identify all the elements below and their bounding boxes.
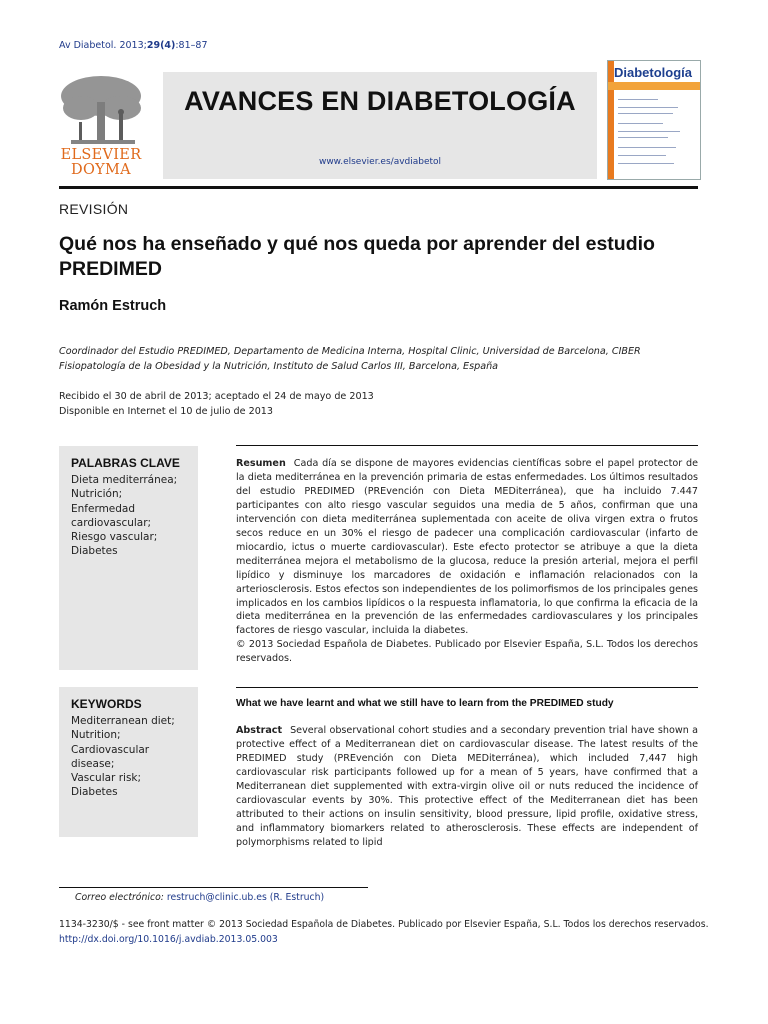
- keywords-en-heading: KEYWORDS: [71, 697, 142, 711]
- keyword-item: Diabetes: [71, 786, 118, 799]
- keywords-es-panel: [59, 446, 198, 670]
- journal-title: AVANCES EN DIABETOLOGÍA: [184, 86, 576, 116]
- keyword-item: Diabetes: [71, 545, 118, 558]
- keyword-item: Nutrición;: [71, 488, 123, 501]
- publisher-logo-text: [57, 148, 145, 178]
- citation-pages: :81–87: [175, 40, 208, 51]
- keyword-item: Enfermedad cardiovascular;: [71, 502, 152, 529]
- issn-copyright: 1134-3230/$ - see front matter © 2013 Sociedad Española de Diabetes. Publicado por Elsevier España, S.L. Todos los derechos reservados.: [59, 919, 709, 930]
- cover-line: [618, 155, 666, 156]
- author-affiliation: Coordinador del Estudio PREDIMED, Departamento de Medicina Interna, Hospital Clinic, Universidad de Barcelona, CIBER Fisiopatología de la Obesidad y la Nutrición, Instituto de Salud Carlos III, Barcelona, España: [59, 346, 641, 372]
- citation-prefix: Av Diabetol. 2013;: [59, 40, 147, 51]
- english-title: What we have learnt and what we still have to learn from the PREDIMED study: [236, 698, 614, 709]
- journal-citation: [59, 40, 208, 51]
- cover-band: [608, 82, 700, 90]
- email-link[interactable]: restruch@clinic.ub.es (R. Estruch): [166, 892, 325, 903]
- cover-line: [618, 163, 674, 164]
- resumen-block: [236, 457, 698, 666]
- citation-volume: 29(4): [146, 40, 176, 51]
- cover-line: [618, 113, 673, 114]
- author-name: Ramón Estruch: [59, 298, 167, 314]
- keyword-item: Riesgo vascular;: [71, 531, 158, 544]
- abstract-top-rule: [236, 687, 698, 688]
- keyword-item: Cardiovascular disease;: [71, 743, 150, 770]
- received-date: Recibido el 30 de abril de 2013; aceptado el 24 de mayo de 2013: [59, 391, 374, 402]
- resumen-top-rule: [236, 445, 698, 446]
- cover-line: [618, 131, 680, 132]
- abstract-lead: Abstract: [236, 725, 283, 736]
- keyword-item: Nutrition;: [71, 729, 121, 742]
- keywords-en-panel: [59, 687, 198, 837]
- footnote-rule: [59, 887, 368, 888]
- cover-line: [618, 99, 658, 100]
- keyword-item: Vascular risk;: [71, 772, 142, 785]
- cover-title: Diabetología: [614, 65, 693, 80]
- keywords-en-list: [71, 714, 189, 800]
- keyword-item: Dieta mediterránea;: [71, 474, 178, 486]
- resumen-body: Cada día se dispone de mayores evidencias científicas sobre el papel protector de la dieta mediterránea en la prevención primaria de estas enfermedades. Los últimos resultados del estudio PREDIMED (PREvención con Dieta MEDiterránea), que ha incluido 7.447 participantes con alto riesgo vascular seguidos una media de 5 años, confirman que una intervención con dieta mediterránea suplementada con aceite de oliva virgen extra o frutos secos reduce en un 30% el riesgo de padecer una complicación cardiovascular (infarto de miocardio, ictus o muerte cardiovascular). Este efecto protector se atribuye a que la dieta mediterránea mejora el metabolismo de la glucosa, reduce la presión arterial, mejora el perfil lipídico y disminuye los marcadores de oxidación e inflamación relacionados con la arteriosclerosis. Estos efectos son independientes de los polimorfismos de los principales genes implicados en los cambios lipídicos o la respuesta inflamatoria, lo que confirma la eficacia de la dieta mediterránea en la prevención de las enfermedades cardiovasculares y los principales factores de riesgo vascular, incluida la diabetes.: [236, 458, 698, 637]
- article-title: Qué nos ha enseñado y qué nos queda por aprender del estudio PREDIMED: [59, 233, 655, 280]
- cover-line: [618, 107, 678, 108]
- section-label: REVISIÓN: [59, 201, 129, 217]
- publisher-logo-line-2: DOYMA: [71, 162, 131, 178]
- abstract-body: Several observational cohort studies and a secondary prevention trial have shown a protective effect of a Mediterranean diet on cardiovascular disease. The latest results of the PREDIMED study (PREvención con Dieta MEDiterránea), which included 7,447 high cardiovascular risk participants followed up for a mean of 5 years, have confirmed that a Mediterranean diet supplemented with extra-virgin olive oil or nuts reduced the incidence of cardiovascular events by 30%. This protective effect of the Mediterranean diet has been attributed to their actions on insulin sensitivity, blood pressure, lipid profile, oxidative stress, and inflammatory biomarkers related to atherosclerosis. These effects are independent of polymorphisms related to lipid: [236, 725, 698, 848]
- email-label: Correo electrónico:: [75, 892, 164, 903]
- cover-line: [618, 137, 668, 138]
- keywords-es-heading: PALABRAS CLAVE: [71, 456, 180, 470]
- journal-url-link[interactable]: www.elsevier.es/avdiabetol: [318, 157, 442, 167]
- cover-line: [618, 147, 676, 148]
- keyword-item: Mediterranean diet;: [71, 715, 175, 727]
- abstract-block: [236, 724, 698, 848]
- article-dates: [59, 389, 679, 419]
- doi-link[interactable]: http://dx.doi.org/10.1016/j.avdiab.2013.05.003: [59, 934, 278, 945]
- journal-cover-thumbnail: [607, 60, 701, 180]
- email-footnote: [75, 892, 324, 903]
- keywords-es-list: [71, 473, 189, 559]
- cover-line: [618, 123, 663, 124]
- resumen-lead: Resumen: [236, 458, 286, 469]
- resumen-copyright: © 2013 Sociedad Española de Diabetes. Publicado por Elsevier España, S.L. Todos los derechos reservados.: [236, 639, 698, 665]
- publisher-logo-line-1: ELSEVIER: [60, 147, 142, 163]
- online-date: Disponible en Internet el 10 de julio de 2013: [59, 406, 274, 417]
- header-divider: [59, 186, 698, 189]
